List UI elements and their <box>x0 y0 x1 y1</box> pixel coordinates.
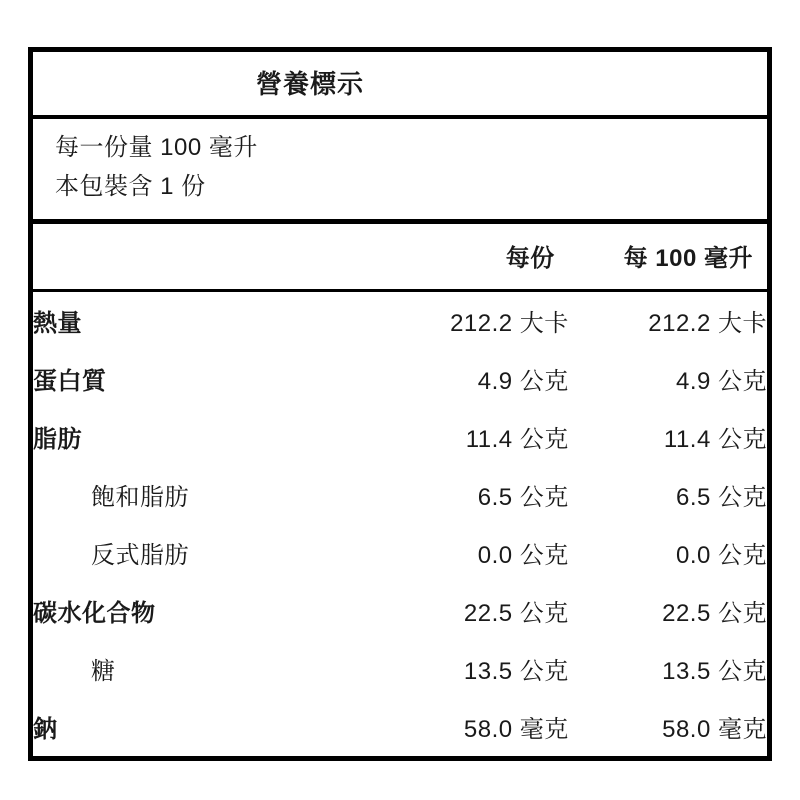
table-row <box>33 466 767 524</box>
column-header-per-unit: 每 100 毫升 <box>569 224 767 291</box>
nutrient-value-per-serving: 13.5 公克 <box>463 657 569 685</box>
nutrient-value-per-unit: 4.9 公克 <box>675 367 767 395</box>
table-header <box>33 224 767 291</box>
nutrient-value-per-unit: 0.0 公克 <box>675 541 767 569</box>
table-row <box>33 350 767 408</box>
nutrient-value-per-serving: 22.5 公克 <box>463 599 569 627</box>
nutrient-value-per-serving: 11.4 公克 <box>465 425 569 453</box>
nutrient-name: 反式脂肪 <box>91 541 189 569</box>
nutrient-value-per-unit: 6.5 公克 <box>675 483 767 511</box>
table-header-row <box>33 224 767 291</box>
nutrient-value-per-serving: 212.2 大卡 <box>450 309 569 337</box>
nutrient-value-per-serving: 6.5 公克 <box>477 483 569 511</box>
nutrient-value-per-serving: 0.0 公克 <box>477 541 569 569</box>
nutrient-value-per-unit: 13.5 公克 <box>662 657 767 685</box>
table-row <box>33 524 767 582</box>
nutrient-name: 熱量 <box>33 309 82 337</box>
table-row <box>33 640 767 698</box>
nutrient-name: 飽和脂肪 <box>91 483 189 511</box>
column-header-nutrient <box>33 224 371 291</box>
servings-per-package-line: 本包裝含 1 份 <box>55 172 206 200</box>
table-row <box>33 698 767 756</box>
nutrient-value-per-serving: 58.0 毫克 <box>463 715 569 743</box>
page-title: 營養標示 <box>255 69 364 99</box>
nutrient-value-per-unit: 212.2 大卡 <box>648 309 767 337</box>
serving-info-block <box>33 119 767 224</box>
nutrient-value-per-unit: 11.4 公克 <box>663 425 767 453</box>
nutrient-value-per-unit: 22.5 公克 <box>662 599 767 627</box>
table-body <box>33 290 767 756</box>
nutrient-name: 糖 <box>91 657 116 685</box>
nutrient-name: 碳水化合物 <box>33 599 156 627</box>
serving-size-line: 每一份量 100 毫升 <box>55 134 258 161</box>
nutrient-name: 脂肪 <box>33 425 82 453</box>
nutrition-table <box>33 224 767 756</box>
nutrition-facts-label <box>28 47 772 761</box>
nutrient-name: 鈉 <box>33 715 58 743</box>
nutrient-value-per-serving: 4.9 公克 <box>477 367 569 395</box>
table-row <box>33 408 767 466</box>
column-header-per-serving: 每份 <box>371 224 569 291</box>
table-row <box>33 582 767 640</box>
table-row <box>33 290 767 350</box>
nutrient-value-per-unit: 58.0 毫克 <box>662 715 767 743</box>
label-title-row <box>33 52 767 119</box>
nutrient-name: 蛋白質 <box>33 367 107 395</box>
